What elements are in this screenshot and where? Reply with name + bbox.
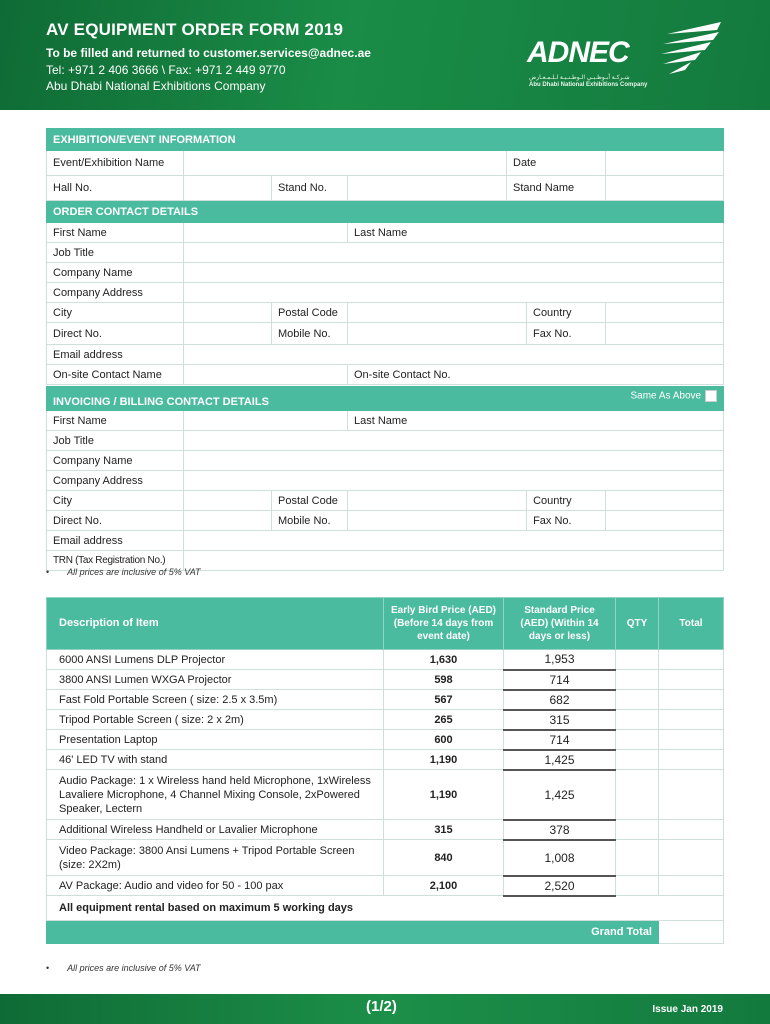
total-field[interactable]: [659, 820, 724, 840]
stand-name-label: Stand Name: [507, 176, 606, 201]
rental-note: All equipment rental based on maximum 5 working days: [47, 896, 724, 921]
qty-field[interactable]: [616, 710, 659, 730]
grand-total-field[interactable]: [659, 921, 724, 944]
direct-no-field[interactable]: [184, 323, 272, 345]
qty-field[interactable]: [616, 690, 659, 710]
table-row: [47, 710, 724, 730]
first-name-label: First Name: [47, 223, 184, 243]
billing-mobile-no-label: Mobile No.: [272, 511, 348, 531]
billing-company-address-field[interactable]: [184, 471, 724, 491]
item-name: Audio Package: 1 x Wireless hand held Microphone, 1xWireless Lavaliere Microphone, 4 Channel Mixing Console, 2xPowered Speaker, Lectern: [47, 770, 384, 820]
exhibition-section-header: [47, 129, 724, 151]
adnec-logo: [527, 22, 727, 94]
early-bird-price: 2,100: [384, 876, 504, 896]
city-field[interactable]: [184, 303, 272, 323]
grand-total-row: [47, 921, 724, 944]
billing-email-field[interactable]: [184, 531, 724, 551]
item-name: Tripod Portable Screen ( size: 2 x 2m): [47, 710, 384, 730]
standard-price: 1,008: [504, 840, 616, 876]
hall-no-field[interactable]: [184, 176, 272, 201]
billing-fax-no-field[interactable]: [606, 511, 724, 531]
page-header: [0, 0, 770, 110]
table-row: [47, 770, 724, 820]
stand-name-field[interactable]: [606, 176, 724, 201]
total-field[interactable]: [659, 730, 724, 750]
table-row: [47, 750, 724, 770]
item-name: Video Package: 3800 Ansi Lumens + Tripod Portable Screen (size: 2X2m): [47, 840, 384, 876]
item-name: AV Package: Audio and video for 50 - 100 pax: [47, 876, 384, 896]
billing-contact-table: [46, 386, 724, 571]
order-contact-section-header: [47, 201, 724, 223]
early-bird-price: 1,190: [384, 750, 504, 770]
standard-price: 1,953: [504, 650, 616, 670]
billing-company-name-label: Company Name: [47, 451, 184, 471]
exhibition-heading: EXHIBITION/EVENT INFORMATION: [47, 129, 724, 151]
logo-wordmark: ADNEC: [527, 36, 629, 69]
vat-note-top: • All prices are inclusive of 5% VAT: [46, 567, 201, 577]
same-as-above-label: Same As Above: [630, 390, 702, 402]
company-address-field[interactable]: [184, 283, 724, 303]
postal-code-field[interactable]: [348, 303, 527, 323]
company-address-label: Company Address: [47, 283, 184, 303]
standard-price: 2,520: [504, 876, 616, 896]
order-contact-heading: ORDER CONTACT DETAILS: [47, 201, 724, 223]
first-name-field[interactable]: [184, 223, 348, 243]
onsite-contact-name-field[interactable]: [184, 365, 348, 385]
billing-section-header: [47, 387, 724, 411]
early-bird-price: 598: [384, 670, 504, 690]
total-field[interactable]: [659, 876, 724, 896]
early-bird-price: 600: [384, 730, 504, 750]
event-name-label: Event/Exhibition Name: [47, 151, 184, 176]
total-field[interactable]: [659, 650, 724, 670]
qty-field[interactable]: [616, 770, 659, 820]
early-bird-price: 840: [384, 840, 504, 876]
job-title-label: Job Title: [47, 243, 184, 263]
early-bird-price: 567: [384, 690, 504, 710]
total-field[interactable]: [659, 690, 724, 710]
billing-first-name-label: First Name: [47, 411, 184, 431]
qty-field[interactable]: [616, 840, 659, 876]
item-name: Additional Wireless Handheld or Lavalier Microphone: [47, 820, 384, 840]
email-field[interactable]: [184, 345, 724, 365]
phone-fax-line: Tel: +971 2 406 3666 \ Fax: +971 2 449 9770: [46, 63, 286, 77]
total-header: Total: [659, 598, 724, 650]
logo-english-text: Abu Dhabi National Exhibitions Company: [529, 82, 648, 88]
direct-no-label: Direct No.: [47, 323, 184, 345]
fax-no-field[interactable]: [606, 323, 724, 345]
table-row: [47, 690, 724, 710]
billing-fax-no-label: Fax No.: [527, 511, 606, 531]
country-label: Country: [527, 303, 606, 323]
billing-postal-code-field[interactable]: [348, 491, 527, 511]
table-row: [47, 820, 724, 840]
hall-no-label: Hall No.: [47, 176, 184, 201]
company-name-field[interactable]: [184, 263, 724, 283]
item-name: 6000 ANSI Lumens DLP Projector: [47, 650, 384, 670]
return-email-line: To be filled and returned to customer.services@adnec.ae: [46, 46, 371, 60]
billing-last-name-label: Last Name: [348, 411, 724, 431]
early-bird-header: Early Bird Price (AED) (Before 14 days from event date): [384, 598, 504, 650]
item-name: Presentation Laptop: [47, 730, 384, 750]
qty-field[interactable]: [616, 730, 659, 750]
page-footer: [0, 994, 770, 1024]
item-name: 3800 ANSI Lumen WXGA Projector: [47, 670, 384, 690]
billing-postal-code-label: Postal Code: [272, 491, 348, 511]
billing-country-field[interactable]: [606, 491, 724, 511]
total-field[interactable]: [659, 750, 724, 770]
stand-no-field[interactable]: [348, 176, 507, 201]
av-items-table: [46, 597, 724, 944]
total-field[interactable]: [659, 840, 724, 876]
fax-no-label: Fax No.: [527, 323, 606, 345]
logo-wing-icon: [647, 22, 727, 82]
page-number: (1/2): [366, 998, 397, 1015]
early-bird-price: 1,190: [384, 770, 504, 820]
items-header-row: [47, 598, 724, 650]
total-field[interactable]: [659, 710, 724, 730]
billing-heading: INVOICING / BILLING CONTACT DETAILS: [47, 387, 507, 411]
table-row: [47, 730, 724, 750]
billing-company-name-field[interactable]: [184, 451, 724, 471]
date-field[interactable]: [606, 151, 724, 176]
total-field[interactable]: [659, 670, 724, 690]
company-name-line: Abu Dhabi National Exhibitions Company: [46, 79, 266, 93]
total-field[interactable]: [659, 770, 724, 820]
onsite-contact-no-label: On-site Contact No.: [348, 365, 724, 385]
job-title-field[interactable]: [184, 243, 724, 263]
mobile-no-field[interactable]: [348, 323, 527, 345]
standard-price: 315: [504, 710, 616, 730]
grand-total-label: Grand Total: [47, 921, 659, 944]
last-name-label: Last Name: [348, 223, 724, 243]
date-label: Date: [507, 151, 606, 176]
table-row: [47, 840, 724, 876]
item-name: 46' LED TV with stand: [47, 750, 384, 770]
billing-mobile-no-field[interactable]: [348, 511, 527, 531]
billing-email-label: Email address: [47, 531, 184, 551]
same-as-above-checkbox[interactable]: [705, 390, 717, 402]
qty-field[interactable]: [616, 750, 659, 770]
standard-price-header: Standard Price (AED) (Within 14 days or less): [504, 598, 616, 650]
vat-note-bottom: • All prices are inclusive of 5% VAT: [46, 963, 201, 973]
billing-direct-no-field[interactable]: [184, 511, 272, 531]
postal-code-label: Postal Code: [272, 303, 348, 323]
table-row: [47, 876, 724, 896]
mobile-no-label: Mobile No.: [272, 323, 348, 345]
qty-field[interactable]: [616, 876, 659, 896]
table-row: [47, 650, 724, 670]
exhibition-contact-table: [46, 128, 724, 385]
item-name: Fast Fold Portable Screen ( size: 2.5 x 3.5m): [47, 690, 384, 710]
issue-date: Issue Jan 2019: [652, 1004, 723, 1015]
form-title: AV EQUIPMENT ORDER FORM 2019: [46, 20, 344, 39]
billing-city-field[interactable]: [184, 491, 272, 511]
standard-price: 682: [504, 690, 616, 710]
email-label: Email address: [47, 345, 184, 365]
qty-field[interactable]: [616, 670, 659, 690]
early-bird-price: 265: [384, 710, 504, 730]
country-field[interactable]: [606, 303, 724, 323]
trn-label: TRN (Tax Registration No.): [47, 551, 184, 571]
description-header: Description of Item: [47, 598, 384, 650]
standard-price: 714: [504, 670, 616, 690]
qty-header: QTY: [616, 598, 659, 650]
logo-arabic-text: شـركـة أبـوظـبـي الـوطـنـيـة لـلـمـعـارض: [529, 75, 630, 81]
billing-job-title-label: Job Title: [47, 431, 184, 451]
standard-price: 378: [504, 820, 616, 840]
billing-city-label: City: [47, 491, 184, 511]
qty-field[interactable]: [616, 820, 659, 840]
standard-price: 714: [504, 730, 616, 750]
billing-country-label: Country: [527, 491, 606, 511]
billing-job-title-field[interactable]: [184, 431, 724, 451]
trn-field[interactable]: [184, 551, 724, 571]
stand-no-label: Stand No.: [272, 176, 348, 201]
event-name-field[interactable]: [184, 151, 507, 176]
early-bird-price: 315: [384, 820, 504, 840]
standard-price: 1,425: [504, 750, 616, 770]
table-row: [47, 670, 724, 690]
billing-direct-no-label: Direct No.: [47, 511, 184, 531]
early-bird-price: 1,630: [384, 650, 504, 670]
onsite-contact-name-label: On-site Contact Name: [47, 365, 184, 385]
billing-company-address-label: Company Address: [47, 471, 184, 491]
standard-price: 1,425: [504, 770, 616, 820]
company-name-label: Company Name: [47, 263, 184, 283]
city-label: City: [47, 303, 184, 323]
billing-first-name-field[interactable]: [184, 411, 348, 431]
qty-field[interactable]: [616, 650, 659, 670]
